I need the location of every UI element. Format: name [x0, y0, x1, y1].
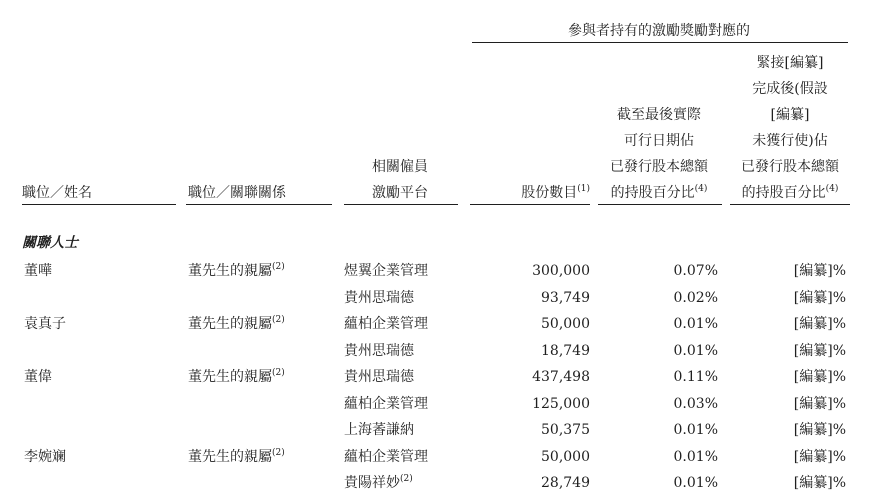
row-platform: [344, 470, 413, 496]
row-shares-text: 93,749: [541, 290, 590, 306]
row-pct-after: [730, 470, 846, 496]
row-platform: [344, 311, 428, 337]
row-platform-text: 上海萫謙納: [344, 422, 414, 438]
col-header-pct-after-label: 的持股百分比: [741, 185, 826, 201]
row-pct-after-text: [編纂]%: [793, 343, 846, 359]
col-header-relation: 職位／關聯關係: [188, 185, 286, 201]
row-pct-latest-text: 0.11%: [673, 369, 718, 385]
row-platform-text: 蘊柏企業管理: [344, 449, 428, 465]
row-platform: [344, 338, 414, 364]
row-shares: [470, 364, 590, 390]
row-relation: [188, 311, 285, 337]
row-platform: [344, 417, 414, 443]
row-platform-text: 貴陽祥妙: [344, 475, 400, 491]
row-name: [24, 258, 52, 284]
row-platform-text: 蘊柏企業管理: [344, 316, 428, 332]
row-name-text: 袁真子: [24, 316, 66, 332]
col-header-pct-after-line: 完成後(假設: [752, 81, 828, 97]
col-header-pct-latest-label: 的持股百分比: [610, 185, 695, 201]
row-pct-latest: [598, 258, 718, 284]
header-rule-relation: [186, 204, 332, 205]
row-shares-text: 18,749: [541, 343, 590, 359]
col-header-pct-latest-line: 已發行股本總額: [610, 159, 708, 175]
col-header-pct-latest: [596, 102, 722, 206]
row-platform-note: (2): [400, 474, 413, 484]
row-pct-latest: [598, 417, 718, 443]
row-pct-after-text: [編纂]%: [793, 369, 846, 385]
row-shares-text: 125,000: [532, 396, 590, 412]
col-header-name: 職位／姓名: [22, 185, 92, 201]
row-relation: [188, 444, 285, 470]
row-pct-after: [730, 311, 846, 337]
row-platform: [344, 258, 428, 284]
row-pct-latest-text: 0.01%: [673, 449, 718, 465]
row-pct-latest-text: 0.01%: [673, 475, 718, 491]
row-pct-latest-text: 0.03%: [673, 396, 718, 412]
header-rule-pct-latest: [598, 204, 722, 205]
row-platform-text: 煜翼企業管理: [344, 263, 428, 279]
row-pct-latest: [598, 311, 718, 337]
row-shares-text: 28,749: [541, 475, 590, 491]
row-shares: [470, 338, 590, 364]
row-pct-after-text: [編纂]%: [793, 422, 846, 438]
row-pct-after-text: [編纂]%: [793, 475, 846, 491]
row-platform: [344, 364, 414, 390]
row-pct-after-text: [編纂]%: [793, 396, 846, 412]
row-shares: [470, 444, 590, 470]
row-name-text: 董偉: [24, 369, 52, 385]
row-pct-latest-text: 0.01%: [673, 316, 718, 332]
row-relation-text: 董先生的親屬: [188, 449, 272, 465]
col-header-platform: [345, 154, 455, 206]
row-pct-latest: [598, 470, 718, 496]
row-name-text: 李婉斓: [24, 449, 66, 465]
row-relation: [188, 364, 285, 390]
row-relation-text: 董先生的親屬: [188, 369, 272, 385]
row-pct-latest-text: 0.07%: [673, 263, 718, 279]
row-pct-latest: [598, 444, 718, 470]
col-header-pct-after-line: [編纂]: [770, 107, 810, 123]
col-header-shares: [470, 180, 590, 206]
row-platform: [344, 391, 428, 417]
row-platform: [344, 444, 428, 470]
row-pct-latest-text: 0.01%: [673, 343, 718, 359]
row-relation-text: 董先生的親屬: [188, 263, 272, 279]
section-title: 關聯人士: [22, 235, 78, 251]
row-platform-text: 貴州思瑞德: [344, 343, 414, 359]
row-platform: [344, 285, 414, 311]
row-shares: [470, 470, 590, 496]
row-shares: [470, 285, 590, 311]
row-pct-after: [730, 444, 846, 470]
header-rule-shares: [470, 204, 590, 205]
col-header-pct-latest-line: 可行日期佔: [624, 133, 694, 149]
header-rule-name: [22, 204, 176, 205]
col-header-shares-note: (1): [577, 184, 590, 194]
col-header-pct-after: [728, 50, 852, 206]
row-shares-text: 50,000: [541, 449, 590, 465]
row-name-text: 董嘩: [24, 263, 52, 279]
row-pct-after: [730, 258, 846, 284]
row-relation-text: 董先生的親屬: [188, 316, 272, 332]
row-shares: [470, 311, 590, 337]
row-pct-after-text: [編纂]%: [793, 263, 846, 279]
row-shares-text: 437,498: [532, 369, 590, 385]
row-shares-text: 300,000: [532, 263, 590, 279]
col-header-pct-latest-line: 截至最後實際: [617, 107, 701, 123]
row-pct-latest-text: 0.02%: [673, 290, 718, 306]
col-header-platform-line: 激勵平台: [372, 185, 428, 201]
row-pct-latest-text: 0.01%: [673, 422, 718, 438]
col-header-pct-latest-line: [596, 180, 722, 206]
row-pct-after: [730, 285, 846, 311]
row-shares: [470, 391, 590, 417]
row-pct-after-text: [編纂]%: [793, 316, 846, 332]
row-shares: [470, 258, 590, 284]
col-header-pct-after-line: 緊接[編纂]: [756, 55, 824, 71]
group-header-title: 參與者持有的激勵獎勵對應的: [568, 23, 750, 39]
row-pct-after: [730, 417, 846, 443]
group-header-rule: [472, 42, 848, 43]
row-relation: [188, 258, 285, 284]
row-shares-text: 50,375: [541, 422, 590, 438]
row-platform-text: 貴州思瑞德: [344, 369, 414, 385]
row-pct-latest: [598, 364, 718, 390]
row-pct-after: [730, 364, 846, 390]
col-header-pct-after-line: 已發行股本總額: [741, 159, 839, 175]
row-pct-latest: [598, 338, 718, 364]
row-pct-after-text: [編纂]%: [793, 290, 846, 306]
row-name: [24, 311, 66, 337]
col-header-pct-latest-note: (4): [694, 184, 708, 194]
row-platform-text: 貴州思瑞德: [344, 290, 414, 306]
col-header-pct-after-line: [728, 180, 852, 206]
row-shares-text: 50,000: [541, 316, 590, 332]
header-rule-pct-after: [730, 204, 850, 205]
col-header-platform-line: 相關僱員: [372, 159, 428, 175]
row-relation-note: (2): [272, 262, 285, 272]
col-header-pct-after-note: (4): [825, 184, 839, 194]
header-rule-platform: [344, 204, 458, 205]
col-header-pct-after-line: 未獲行使)佔: [752, 133, 828, 149]
row-pct-after: [730, 391, 846, 417]
row-name: [24, 444, 66, 470]
row-platform-text: 蘊柏企業管理: [344, 396, 428, 412]
row-pct-latest: [598, 391, 718, 417]
row-pct-after-text: [編纂]%: [793, 449, 846, 465]
row-relation-note: (2): [272, 315, 285, 325]
row-relation-note: (2): [272, 368, 285, 378]
row-shares: [470, 417, 590, 443]
row-name: [24, 364, 52, 390]
row-pct-after: [730, 338, 846, 364]
row-relation-note: (2): [272, 448, 285, 458]
col-header-shares-label: 股份數目: [521, 185, 578, 201]
row-pct-latest: [598, 285, 718, 311]
